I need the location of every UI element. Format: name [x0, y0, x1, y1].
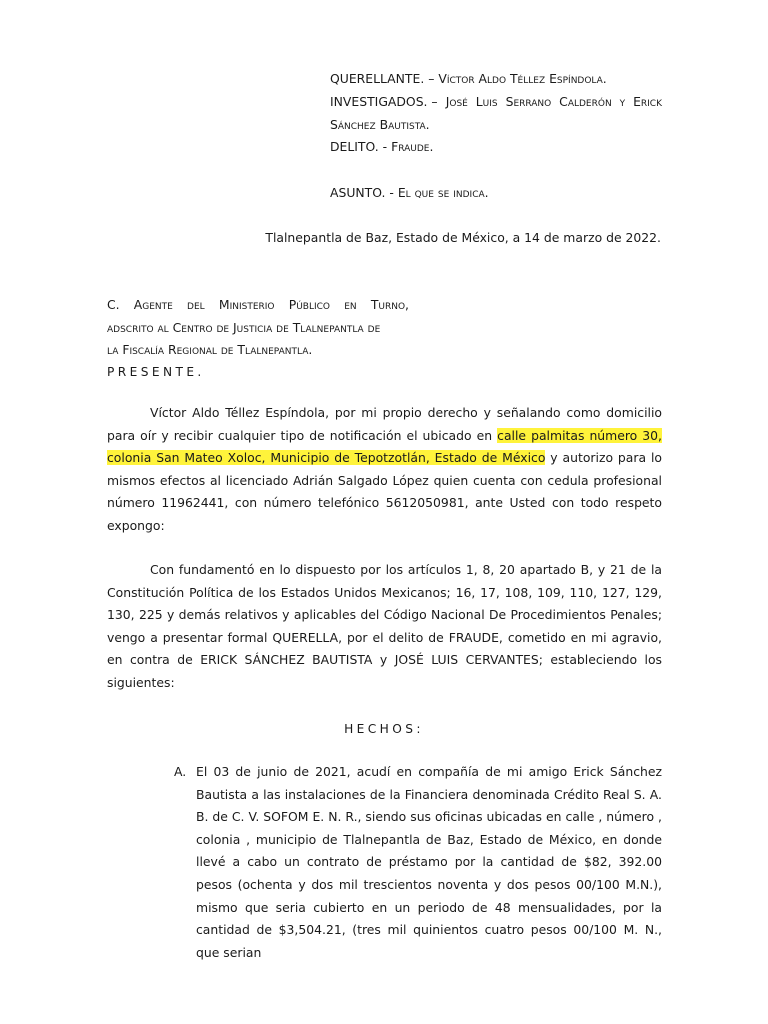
- asunto-label: ASUNTO. -: [330, 185, 394, 200]
- paragraph-2: Con fundamentó en lo dispuesto por los artículos 1, 8, 20 apartado B, y 21 de la Constitución Política de los Estados Unidos Mexicanos; 16, 17, 108, 109, 110, 127, 129, 130, 225 y demás relativos y aplicables del Código Nacional De Procedimientos Penales; vengo a presentar formal QUERELLA, por el delito de FRAUDE, cometido en mi agravio, en contra de ERICK SÁNCHEZ BAUTISTA y JOSÉ LUIS CERVANTES; estableciendo los siguientes:: [107, 562, 662, 690]
- delito-label: DELITO. -: [330, 139, 388, 154]
- addressee-line-1: C. Agente del Ministerio Público en Turno,: [107, 297, 409, 312]
- place-date: Tlalnepantla de Baz, Estado de México, a 14 de marzo de 2022.: [265, 230, 661, 245]
- querellante-line: [330, 68, 607, 90]
- item-a-marker: A.: [174, 764, 187, 779]
- querellante-label: QUERELLANTE. –: [330, 71, 435, 86]
- presente: PRESENTE.: [107, 365, 205, 379]
- investigados-value-1: José Luis Serrano Calderón y Erick: [445, 94, 662, 109]
- hechos-heading: HECHOS:: [344, 722, 424, 736]
- asunto-value: El que se indica.: [397, 185, 489, 200]
- asunto-line: [330, 182, 489, 204]
- investigados-value-2: Sánchez Bautista.: [330, 117, 430, 132]
- address-highlight: calle palmitas número 30, colonia San Mateo Xoloc, Municipio de Tepotzotlán, Estado de México: [107, 427, 662, 466]
- paragraph-1-end: y autorizo para lo mismos efectos al licenciado Adrián Salgado López quien cuenta con cedula profesional número 11962441, con número telefónico 5612050981, ante Usted con todo respeto expongo:: [107, 450, 662, 533]
- addressee-line-3: la Fiscalía Regional de Tlalnepantla.: [107, 342, 313, 357]
- addressee-line-2: adscrito al Centro de Justicia de Tlalnepantla de: [107, 320, 381, 335]
- paragraph-1: [107, 402, 662, 538]
- item-a-text: El 03 de junio de 2021, acudí en compañía de mi amigo Erick Sánchez Bautista a las instalaciones de la Financiera denominada Crédito Real S. A. B. de C. V. SOFOM E. N. R., siendo sus oficinas ubicadas en calle , número , colonia , municipio de Tlalnepantla de Baz, Estado de México, en donde llevé a cabo un contrato de préstamo por la cantidad de $82, 392.00 pesos (ochenta y dos mil trescientos noventa y dos pesos 00/100 M.N.), mismo que seria cubierto en un periodo de 48 mensualidades, por la cantidad de $3,504.21, (tres mil quinientos cuatro pesos 00/100 M. N., que serian: [196, 764, 662, 960]
- delito-value: Fraude.: [391, 139, 434, 154]
- investigados-line: [330, 91, 662, 113]
- paragraph-1-start: Víctor Aldo Téllez Espíndola, por mi propio derecho y señalando como domicilio para oír y recibir cualquier tipo de notificación el ubicado en: [107, 405, 662, 443]
- delito-line: [330, 136, 433, 158]
- querellante-value: Víctor Aldo Téllez Espíndola.: [438, 71, 607, 86]
- investigados-label: INVESTIGADOS. –: [330, 94, 438, 109]
